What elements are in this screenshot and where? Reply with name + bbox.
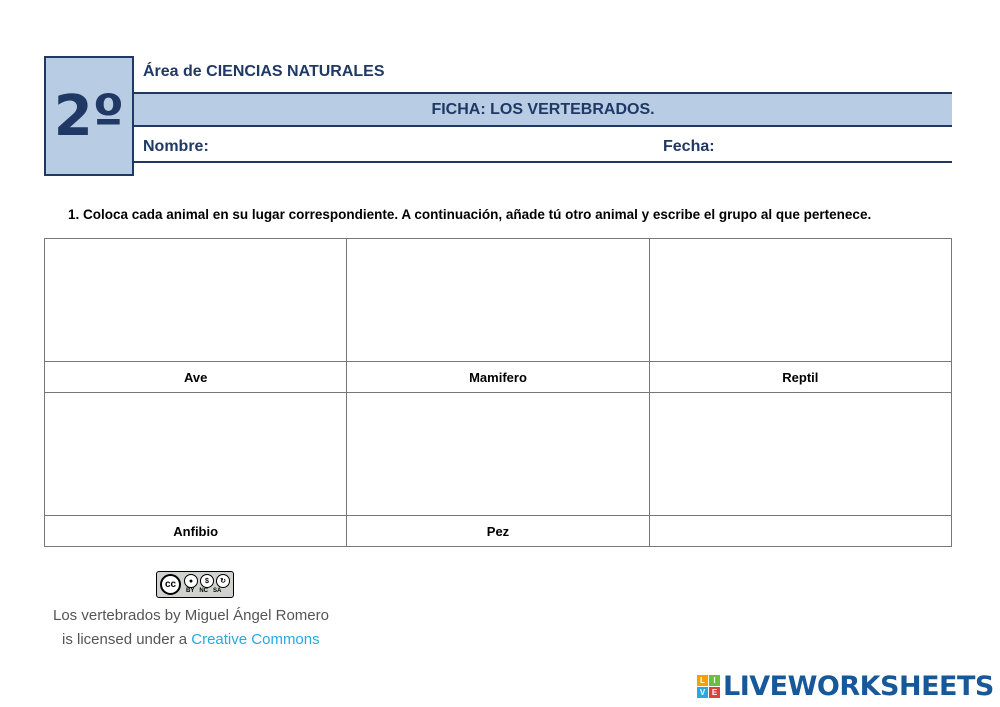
license-credit [53,604,329,652]
date-label: Fecha: [663,138,715,155]
logo-squares-icon [697,675,720,698]
grade-label: 2º [53,83,125,149]
name-label: Nombre: [143,138,209,155]
drop-zone-reptil[interactable] [649,239,951,362]
drop-zone-mamifero[interactable] [347,239,649,362]
group-label-mamifero: Mamifero [347,362,649,393]
logo-square-i: I [709,675,720,686]
noncommercial-icon: $ [200,574,214,588]
group-label-extra-field[interactable] [649,516,951,547]
group-label-anfibio: Anfibio [45,516,347,547]
by-attribution-icon: ● [184,574,198,588]
credit-line-2: is licensed under a Creative Commons [62,631,320,648]
drop-zone-pez[interactable] [347,393,649,516]
creative-commons-link[interactable]: Creative Commons [191,631,320,648]
worksheet-title-band [134,92,952,127]
group-label-ave: Ave [45,362,347,393]
cc-license-badge[interactable] [156,571,234,598]
worksheet-title: FICHA: LOS VERTEBRADOS. [431,100,655,118]
name-date-row [134,127,952,163]
logo-square-l: L [697,675,708,686]
cc-code-sa: SA [213,588,222,594]
sharealike-icon: ↻ [216,574,230,588]
brand-name: LIVEWORKSHEETS [723,671,994,702]
liveworksheets-logo[interactable] [697,671,994,702]
grade-box [44,56,134,176]
classification-grid [44,238,952,547]
drop-zone-extra[interactable] [649,393,951,516]
group-label-pez: Pez [347,516,649,547]
area-title: Área de CIENCIAS NATURALES [143,63,385,80]
credit-line-1: Los vertebrados by Miguel Ángel Romero [53,607,329,624]
instruction-text: 1. Coloca cada animal en su lugar correspondiente. A continuación, añade tú otro animal y escribe el grupo al que pertenece. [68,207,872,222]
cc-code-by: BY [186,588,195,594]
group-label-reptil: Reptil [649,362,951,393]
drop-zone-anfibio[interactable] [45,393,347,516]
cc-icon: cc [160,574,181,595]
drop-zone-ave[interactable] [45,239,347,362]
logo-square-v: V [697,687,708,698]
cc-code-nc: NC [199,588,209,594]
logo-square-e: E [709,687,720,698]
